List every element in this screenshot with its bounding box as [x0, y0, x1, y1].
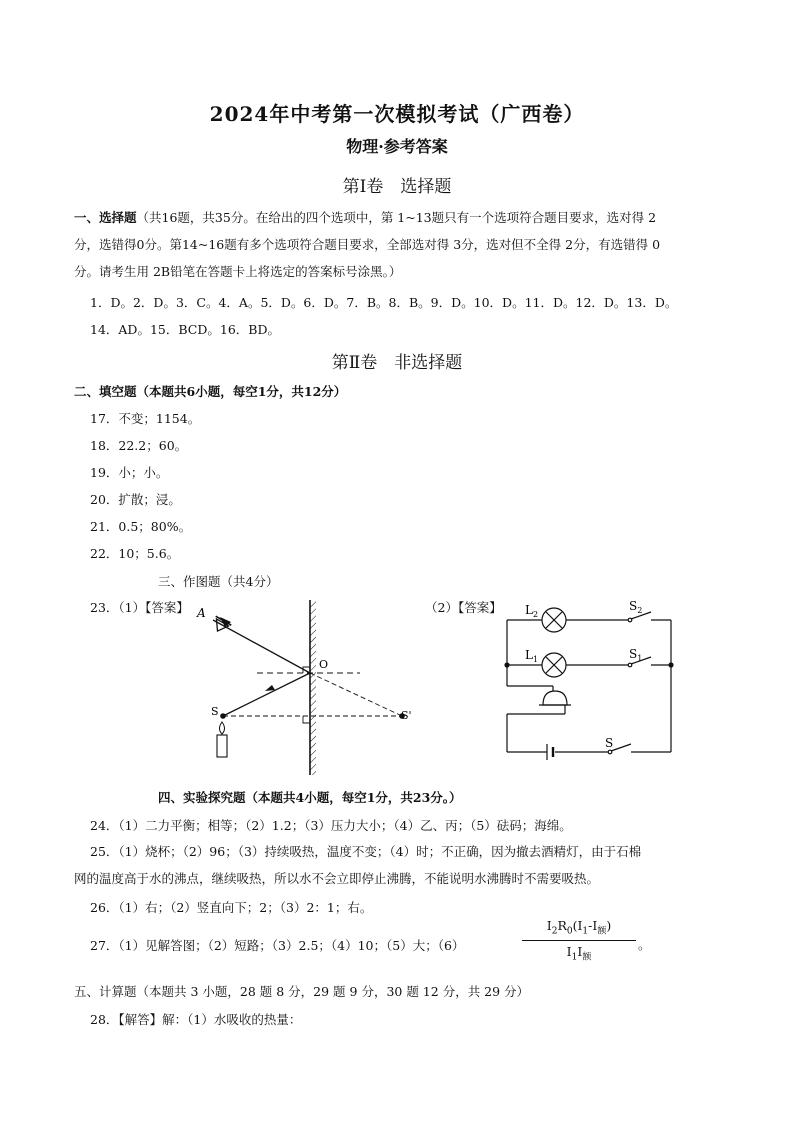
label-s-prime: S' — [401, 709, 412, 722]
choice-section-text-3: 分。请考生用 2B铅笔在答题卡上将选定的答案标号涂黑。） — [74, 264, 402, 279]
optics-reflection-diagram — [195, 595, 430, 780]
part1-heading: 第Ⅰ卷 选择题 — [342, 177, 452, 197]
part2-heading: 第Ⅱ卷 非选择题 — [331, 353, 463, 373]
electric-bell-icon — [539, 691, 571, 705]
choice-section-label: 一、选择题 — [74, 210, 137, 225]
answer-25-line2: 网的温度高于水的沸点，继续吸热，所以水不会立即停止沸腾，不能说明水沸腾时不需要吸热。 — [74, 871, 600, 886]
label-s: S — [211, 705, 219, 718]
lamp-l1-icon — [542, 653, 566, 677]
page-subtitle: 物理·参考答案 — [346, 137, 448, 156]
choice-answers-2: 14．AD。15．BCD。16．BD。 — [90, 322, 280, 337]
fill-answer-19: 19．小；小。 — [90, 465, 169, 480]
label-s: S — [605, 736, 614, 750]
choice-section-text-2: 分，选错得0分。第14~16题有多个选项符合题目要求，全部选对得 3分，选对但不全得 2分，有选错得 0 — [74, 237, 661, 252]
q23-part2-label: （2）【答案】 — [425, 600, 502, 615]
fill-answer-18: 18．22.2；60。 — [90, 438, 188, 453]
choice-answers-1: 1．D。2．D。3．C。4．A。5．D。6．D。7．B。8．B。9．D。10．D。11．D。12．D。13．D。 — [90, 295, 678, 310]
right-angle-mark-s — [303, 716, 310, 723]
fill-section-heading: 二、填空题（本题共6小题，每空1分，共12分） — [74, 384, 347, 399]
reflected-ray — [213, 620, 310, 673]
lamp-l2-icon — [542, 608, 566, 632]
label-s1: $S_1$ — [629, 647, 643, 663]
label-l1: $L_1$ — [525, 648, 539, 664]
candle-flame-icon — [220, 722, 225, 734]
answer-24: 24．（1）二力平衡；相等；（2）1.2；（3）压力大小；（4）乙、丙；（5）砝码；海绵。 — [90, 818, 572, 833]
incident-ray — [223, 673, 310, 716]
fill-answer-17: 17．不变；1154。 — [90, 411, 201, 426]
source-point-s — [220, 713, 226, 719]
label-s2: $S_2$ — [629, 599, 643, 615]
calc-section-heading: 五、计算题（本题共 3 小题，28 题 8 分，29 题 9 分，30 题 12 分，共 29 分） — [74, 984, 530, 999]
label-a: A — [197, 606, 206, 620]
junction-right — [668, 662, 673, 667]
label-l2: $L_2$ — [525, 603, 539, 619]
junction-left — [504, 662, 509, 667]
answer-28-intro: 28．【解答】解：（1）水吸收的热量： — [90, 1012, 302, 1027]
answer-25-line1: 25．（1）烧杯；（2）96；（3）持续吸热，温度不变；（4）时；不正确，因为撤去酒精灯，由于石棉 — [90, 844, 642, 859]
fill-answer-22: 22．10；5.6。 — [90, 546, 180, 561]
virtual-ray-extension — [310, 673, 402, 716]
mirror-hatching — [310, 600, 316, 775]
page-title: 2024年中考第一次模拟考试（广西卷） — [209, 102, 585, 126]
formula-fraction-bar — [522, 940, 636, 941]
draw-section-heading: 三、作图题（共4分） — [158, 574, 279, 589]
choice-section-intro — [74, 204, 724, 285]
answer-27: 27．（1）见解答图；（2）短路；（3）2.5；（4）10；（5）大；（6） — [90, 938, 465, 953]
fill-answer-20: 20．扩散；浸。 — [90, 492, 181, 507]
choice-section-text-1: （共16题，共35分。在给出的四个选项中，第 1~13题只有一个选项符合题目要求，选对得 2 — [136, 210, 657, 225]
answer-26: 26．（1）右；（2）竖直向下；2；（3）2：1；右。 — [90, 900, 373, 915]
battery-icon — [547, 744, 553, 760]
label-o: O — [319, 658, 329, 671]
q23-part1-label: 23．（1）【答案】 — [90, 600, 189, 615]
formula-numerator: $I_2R_0(I_1-I_额)$ — [546, 918, 612, 937]
incident-ray-arrow — [265, 685, 275, 691]
answer-25 — [74, 838, 730, 892]
formula-denominator: $I_1I_额$ — [566, 944, 592, 963]
circuit-diagram — [495, 598, 685, 763]
candle-icon — [217, 735, 227, 757]
answer-27-end: 。 — [638, 937, 651, 952]
eye-icon — [210, 616, 232, 635]
fill-answer-21: 21．0.5；80%。 — [90, 519, 192, 534]
experiment-section-heading: 四、实验探究题（本题共4小题，每空1分，共23分。） — [158, 790, 462, 805]
